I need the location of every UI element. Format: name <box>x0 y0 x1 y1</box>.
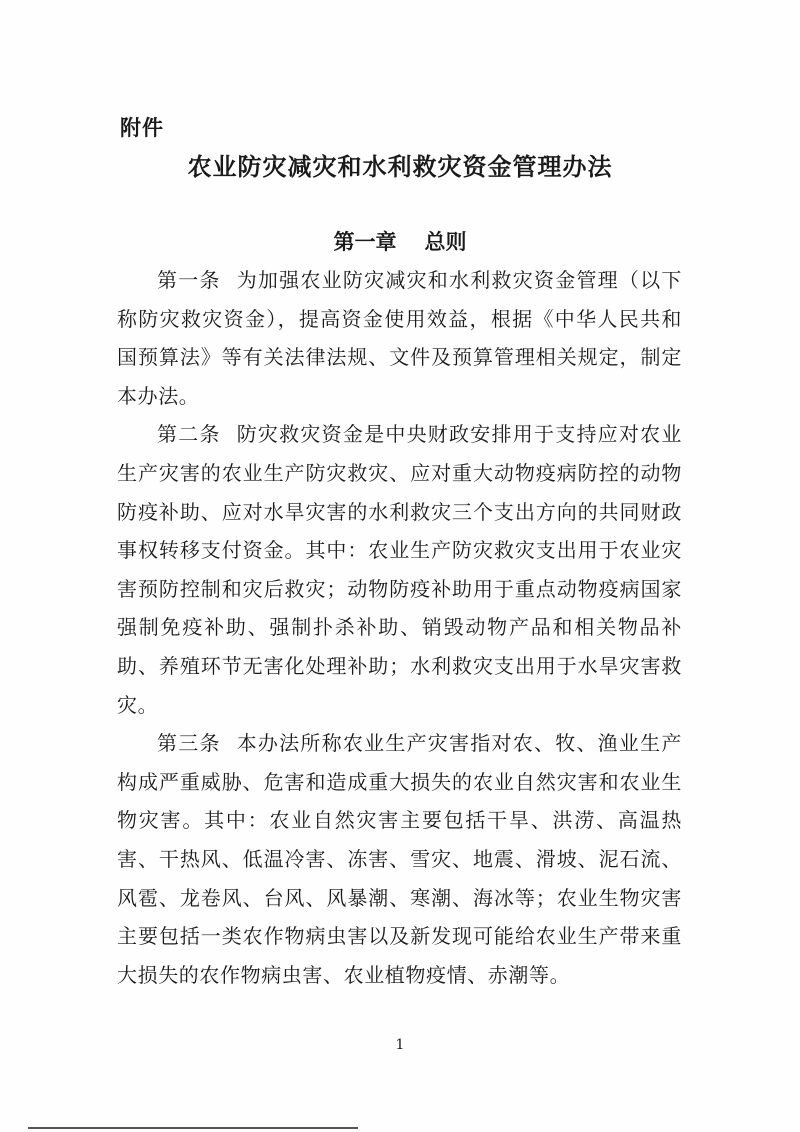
article-3-text: 本办法所称农业生产灾害指对农、牧、渔业生产构成严重威胁、危害和造成重大损失的农业自然灾害和农业生物灾害。其中：农业自然灾害主要包括干旱、洪涝、高温热害、干热风、低温冷害、冻害、雪灾、地震、滑坡、泥石流、风雹、龙卷风、台风、风暴潮、寒潮、海冰等；农业生物灾害主要包括一类农作物病虫害以及新发现可能给农业生产带来重大损失的农作物病虫害、农业植物疫情、赤潮等。 <box>117 731 682 987</box>
page-number: 1 <box>395 1037 405 1053</box>
article-1-number: 第一条 <box>157 268 221 292</box>
article-2 <box>117 415 682 724</box>
scan-edge-line <box>28 1127 358 1129</box>
attachment-label: 附件 <box>120 116 164 140</box>
article-1 <box>117 261 682 415</box>
chapter-number: 第一章 <box>333 230 397 254</box>
chapter-name: 总则 <box>424 230 467 254</box>
article-3 <box>117 724 682 994</box>
article-2-number: 第二条 <box>157 422 221 447</box>
article-1-text: 为加强农业防灾减灾和水利救灾资金管理（以下称防灾救灾资金），提高资金使用效益，根据《中华人民共和国预算法》等有关法律法规、文件及预算管理相关规定，制定本办法。 <box>117 268 682 408</box>
document-body <box>117 261 682 994</box>
article-2-text: 防灾救灾资金是中央财政安排用于支持应对农业生产灾害的农业生产防灾救灾、应对重大动物疫病防控的动物防疫补助、应对水旱灾害的水利救灾三个支出方向的共同财政事权转移支付资金。其中：农业生产防灾救灾支出用于农业灾害预防控制和灾后救灾；动物防疫补助用于重点动物疫病国家强制免疫补助、强制扑杀补助、销毁动物产品和相关物品补助、养殖环节无害化处理补助；水利救灾支出用于水旱灾害救灾。 <box>117 422 682 717</box>
chapter-heading <box>0 226 800 256</box>
document-title: 农业防灾减灾和水利救灾资金管理办法 <box>187 153 613 181</box>
article-3-number: 第三条 <box>157 731 221 756</box>
